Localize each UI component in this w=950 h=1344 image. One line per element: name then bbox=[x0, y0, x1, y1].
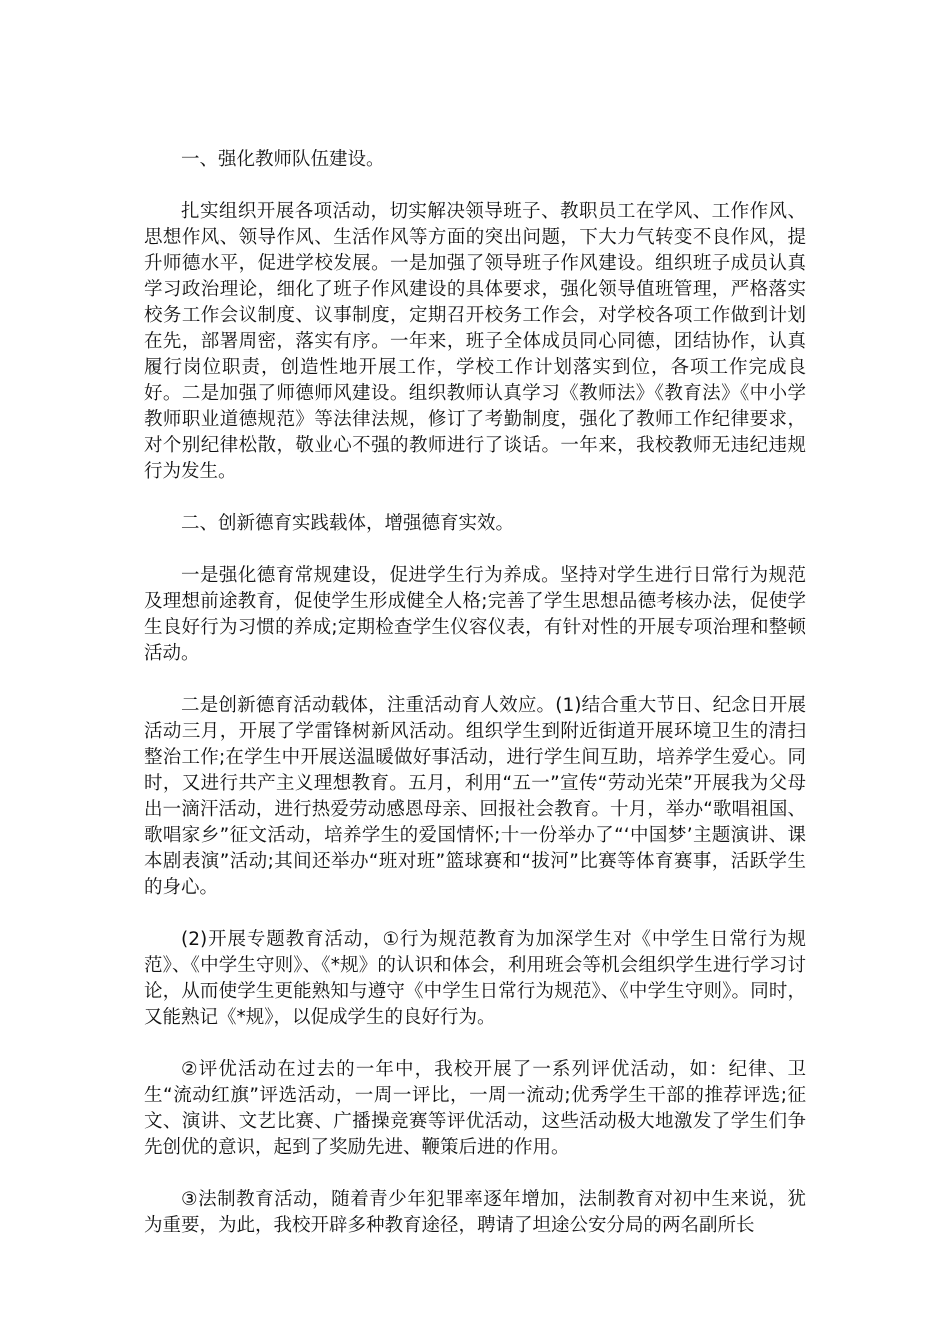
paragraph-1: 扎实组织开展各项活动，切实解决领导班子、教职员工在学风、工作作风、思想作风、领导作风、生活作风等方面的突出问题，下大力气转变不良作风，提升师德水平，促进学校发展。一是加强了领导班子作风建设。组织班子成员认真学习政治理论，细化了班子作风建设的具体要求，强化领导值班管理，严格落实校务工作会议制度、议事制度，定期召开校务工作会，对学校各项工作做到计划在先，部署周密，落实有序。一年来，班子全体成员同心同德，团结协作，认真履行岗位职责，创造性地开展工作，学校工作计划落实到位，各项工作完成良好。二是加强了师德师风建设。组织教师认真学习《教师法》《教育法》《中小学教师职业道德规范》等法律法规，修订了考勤制度，强化了教师工作纪律要求，对个别纪律松散，敬业心不强的教师进行了谈话。一年来，我校教师无违纪违规行为发生。 bbox=[144, 201, 806, 482]
paragraph-3: 二是创新德育活动载体，注重活动育人效应。(1)结合重大节日、纪念日开展活动三月，开展了学雷锋树新风活动。组织学生到附近街道开展环境卫生的清扫整治工作;在学生中开展送温暖做好事活动，进行学生间互助，培养学生爱心。同时，又进行共产主义理想教育。五月，利用“五一”宣传“劳动光荣”开展我为父母出一滴汗活动，进行热爱劳动感恩母亲、回报社会教育。十月，举办“歌唱祖国、歌唱家乡”征文活动，培养学生的爱国情怀;十一份举办了“‘中国梦’主题演讲、课本剧表演”活动;其间还举办“班对班”篮球赛和“拔河”比赛等体育赛事，活跃学生的身心。 bbox=[144, 695, 806, 898]
paragraph-5: ②评优活动在过去的一年中，我校开展了一系列评优活动，如：纪律、卫生“流动红旗”评选活动，一周一评比，一周一流动;优秀学生干部的推荐评选;征文、演讲、文艺比赛、广播操竞赛等评优活动，这些活动极大地激发了学生们争先创优的意识，起到了奖励先进、鞭策后进的作用。 bbox=[144, 1059, 806, 1158]
paragraph-4: (2)开展专题教育活动，①行为规范教育为加深学生对《中学生日常行为规范》、《中学生守则》、《*规》的认识和体会，利用班会等机会组织学生进行学习讨论，从而使学生更能熟知与遵守《中学生日常行为规范》、《中学生守则》。同时，又能熟记《*规》，以促成学生的良好行为。 bbox=[144, 929, 806, 1028]
paragraph-2: 一是强化德育常规建设，促进学生行为养成。坚持对学生进行日常行为规范及理想前途教育，促使学生形成健全人格;完善了学生思想品德考核办法，促使学生良好行为习惯的养成;定期检查学生仪容仪表，有针对性的开展专项治理和整顿活动。 bbox=[144, 565, 806, 664]
paragraph-6: ③法制教育活动，随着青少年犯罪率逐年增加，法制教育对初中生来说，犹为重要，为此，我校开辟多种教育途径，聘请了坦途公安分局的两名副所长 bbox=[144, 1189, 806, 1236]
document-body bbox=[144, 147, 806, 1265]
section-heading-2: 二、创新德育实践载体，增强德育实效。 bbox=[181, 513, 515, 534]
section-heading-1: 一、强化教师队伍建设。 bbox=[181, 149, 385, 170]
